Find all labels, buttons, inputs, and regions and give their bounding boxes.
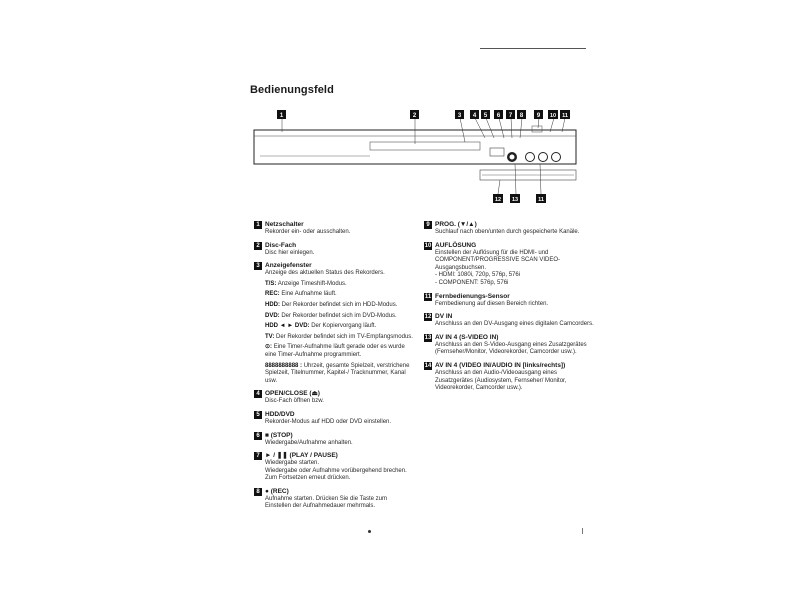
item-body: Anschluss an den DV-Ausgang eines digitalen Camcorders. — [435, 321, 594, 328]
item-13 — [424, 333, 594, 357]
item-2 — [254, 241, 414, 258]
legend-segment-display: 8888888888 : Uhrzeit, gesamte Spielzeit, verstrichene Spielzeit, Titelnummer, Kapitel-/ Tracknummer, Kanal usw. — [265, 362, 410, 384]
page-marker-dot — [368, 530, 371, 533]
callout-12-bottom — [493, 194, 503, 203]
callout-5 — [481, 110, 490, 119]
legend-dvd: DVD: Der Rekorder befindet sich im DVD-Modus. — [265, 312, 397, 319]
svg-text:8: 8 — [519, 113, 524, 119]
item-14 — [424, 361, 594, 393]
item-number: 1 — [254, 221, 262, 229]
item-title: AV IN 4 (VIDEO IN/AUDIO IN [links/rechts]) — [435, 361, 566, 369]
item-body: Anschluss an den S-Video-Ausgang eines Zusatzgerätes (Fernseher/Monitor, Videorekorder, Camcorder usw.). — [435, 341, 587, 356]
legend-copy: HDD ◄ ► DVD: Der Kopiervorgang läuft. — [265, 323, 377, 330]
item-1 — [254, 220, 414, 237]
item-title: ● (REC) — [265, 487, 289, 495]
item-body: Anschluss an den Audio-/Videoausgang eines Zusatzgerätes (Audiosystem, Fernseher/ Monitor, Videorekorder, Camcorder usw.). — [435, 369, 567, 392]
svg-text:4: 4 — [472, 113, 477, 119]
item-6 — [254, 431, 414, 448]
header-rule — [480, 48, 586, 49]
item-title: DV IN — [435, 313, 453, 321]
svg-text:2: 2 — [412, 113, 417, 119]
item-title: OPEN/CLOSE (⏏) — [265, 390, 320, 398]
item-body: Fernbedienung auf diesen Bereich richten. — [435, 300, 549, 307]
legend-timer: ⊙: Eine Timer-Aufnahme läuft gerade oder es wurde eine Timer-Aufnahme programmiert. — [265, 344, 405, 358]
item-number: 7 — [254, 452, 262, 460]
item-number: 9 — [424, 221, 432, 229]
svg-text:5: 5 — [483, 113, 488, 119]
svg-text:12: 12 — [494, 197, 502, 203]
item-title: HDD/DVD — [265, 410, 295, 418]
item-number: 14 — [424, 362, 432, 369]
item-title: PROG. (▼/▲) — [435, 221, 477, 228]
item-9 — [424, 220, 594, 237]
callout-11 — [560, 110, 570, 119]
item-title: ■ (STOP) — [265, 431, 293, 439]
callout-10 — [548, 110, 558, 119]
item-body: Disc hier einlegen. — [265, 249, 315, 256]
callout-7 — [506, 110, 515, 119]
item-body: Wiedergabe starten. Wiedergabe oder Aufnahme vorübergehend brechen. Zum Fortsetzen erneut drücken. — [265, 460, 407, 482]
item-5 — [254, 410, 414, 427]
callout-9 — [534, 110, 543, 119]
item-8 — [254, 487, 414, 511]
callout-11-bottom — [536, 194, 546, 203]
item-number: 2 — [254, 242, 262, 250]
item-title: Netzschalter — [265, 221, 304, 228]
item-number: 3 — [254, 262, 262, 270]
item-number: 13 — [424, 334, 432, 341]
item-title: AV IN 4 (S-VIDEO IN) — [435, 333, 499, 341]
item-title: ► / ❚❚ (PLAY / PAUSE) — [265, 452, 338, 460]
item-body: Rekorder ein- oder ausschalten. — [265, 229, 351, 235]
item-body: Anzeige des aktuellen Status des Rekorders. — [265, 270, 385, 277]
item-10 — [424, 241, 594, 288]
item-number: 10 — [424, 242, 432, 249]
legend-tv: TV: Der Rekorder befindet sich im TV-Empfangsmodus. — [265, 333, 413, 340]
svg-text:10: 10 — [549, 113, 557, 119]
svg-text:11: 11 — [562, 113, 568, 119]
item-number: 4 — [254, 390, 262, 398]
callout-8 — [517, 110, 526, 119]
front-panel-diagram — [250, 108, 590, 208]
right-column — [424, 220, 594, 397]
item-number: 8 — [254, 488, 262, 496]
svg-text:9: 9 — [536, 113, 541, 119]
callout-6 — [494, 110, 503, 119]
item-body: Wiedergabe/Aufnahme anhalten. — [265, 439, 353, 446]
page-title: Bedienungsfeld — [250, 84, 334, 96]
item-4 — [254, 389, 414, 406]
item-body: Rekorder-Modus auf HDD oder DVD einstellen. — [265, 418, 392, 425]
item-title: Disc-Fach — [265, 241, 297, 249]
legend-rec: REC: Eine Aufnahme läuft. — [265, 291, 337, 298]
callout-4 — [470, 110, 479, 119]
item-body: Einstellen der Auflösung für die HDMI- und COMPONENT/PROGRESSIVE SCAN VIDEO-Ausgangsbuchsen. - HDMI: 1080i, 720p, 576p, 576i - COMPONENT: 576p, 576i — [435, 249, 561, 286]
svg-text:1: 1 — [279, 113, 284, 119]
callout-1 — [277, 110, 286, 119]
callout-3 — [455, 110, 464, 119]
svg-text:7: 7 — [508, 113, 513, 119]
item-number: 6 — [254, 432, 262, 440]
svg-text:6: 6 — [496, 113, 501, 119]
left-column — [254, 220, 414, 515]
item-title: AUFLÖSUNG — [435, 241, 477, 249]
item-7 — [254, 451, 414, 483]
item-number: 11 — [424, 293, 432, 300]
item-3 — [254, 261, 414, 385]
svg-text:13: 13 — [511, 197, 519, 203]
svg-text:11: 11 — [538, 197, 544, 203]
item-body: Disc-Fach öffnen bzw. — [265, 398, 324, 405]
legend-ts: T/S: Anzeige Timeshift-Modus. — [265, 280, 347, 287]
item-body: Suchlauf nach oben/unten durch gespeicherte Kanäle. — [435, 229, 580, 235]
page-edge-tick — [582, 528, 583, 534]
item-11 — [424, 292, 594, 309]
item-number: 5 — [254, 411, 262, 419]
legend-hdd: HDD: Der Rekorder befindet sich im HDD-Modus. — [265, 301, 398, 308]
item-12 — [424, 312, 594, 329]
item-number: 12 — [424, 314, 432, 321]
svg-text:3: 3 — [457, 113, 462, 119]
callout-2 — [410, 110, 419, 119]
callout-13-bottom — [510, 194, 520, 203]
item-body: Aufnahme starten. Drücken Sie die Taste zum Einstellen der Aufnahmedauer mehrmals. — [265, 495, 387, 510]
item-title: Anzeigefenster — [265, 262, 312, 270]
item-title: Fernbedienungs-Sensor — [435, 292, 510, 300]
